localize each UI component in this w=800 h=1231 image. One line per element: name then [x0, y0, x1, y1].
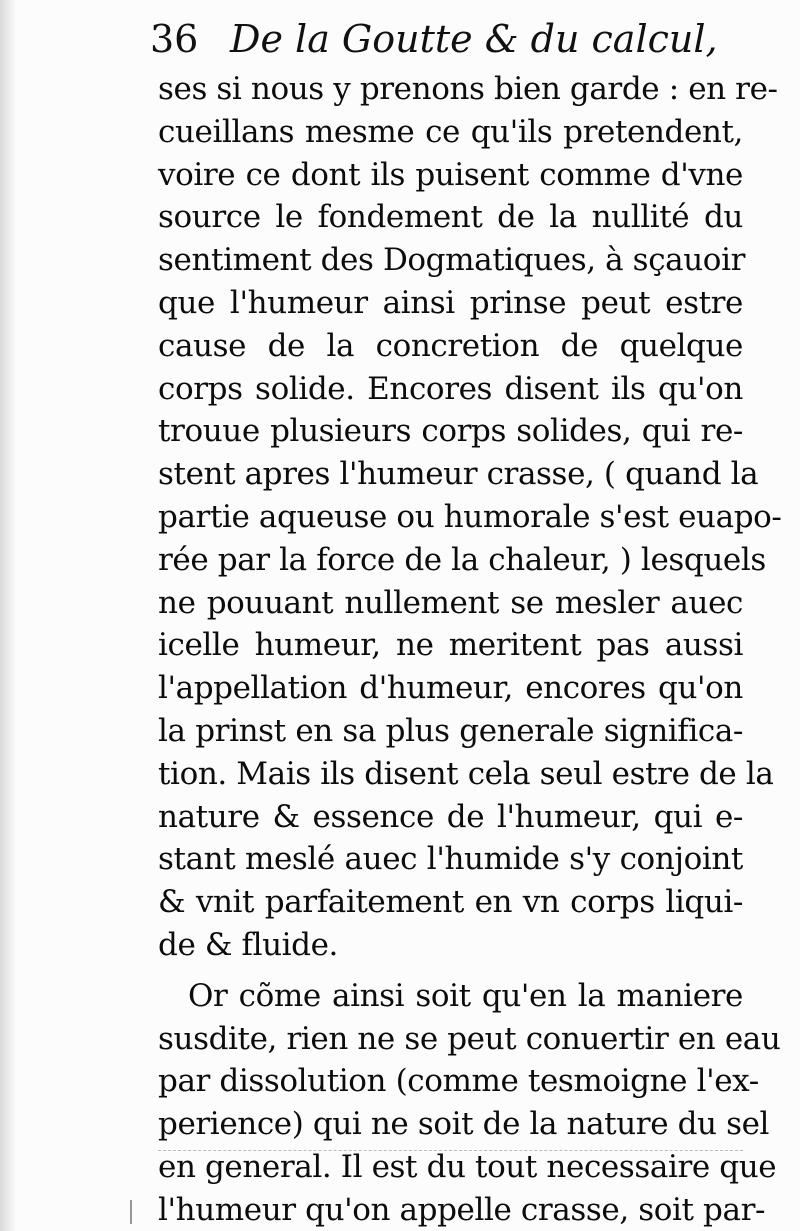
stray-mark	[130, 1200, 132, 1224]
paragraph-gap	[158, 967, 743, 975]
page-gutter-shadow	[0, 0, 16, 1231]
page-header	[150, 14, 770, 64]
text-line: par dissolution (comme tesmoigne l'ex-	[158, 1063, 759, 1100]
text-line: icelle humeur, ne meritent pas aussi	[158, 627, 743, 664]
text-line: cause de la concretion de quelque	[158, 327, 743, 364]
text-line: tion. Mais ils disent cela seul estre de la	[158, 755, 774, 792]
text-line: ses si nous y prenons bien garde : en re-	[158, 71, 778, 107]
paragraph-2	[158, 975, 781, 1231]
text-line: sentiment des Dogmatiques, à sçauoir	[158, 242, 745, 279]
text-line: en general. Il est du tout necessaire que	[158, 1148, 777, 1185]
text-line: & vnit parfaitement en vn corps liqui-	[158, 884, 743, 921]
text-line: corps solide. Encores disent ils qu'on	[158, 370, 743, 407]
text-line: que l'humeur ainsi prinse peut estre	[158, 284, 743, 321]
text-line: ne pouuant nullement se mesler auec	[158, 584, 743, 621]
body-text	[158, 68, 782, 1231]
text-line: susdite, rien ne se peut conuertir en eau	[158, 1020, 781, 1057]
text-line: l'appellation d'humeur, encores qu'on	[158, 670, 743, 707]
text-line: Or cõme ainsi soit qu'en la maniere	[188, 977, 743, 1014]
text-line: stent apres l'humeur crasse, ( quand la	[158, 456, 759, 493]
text-line: partie aqueuse ou humorale s'est euapo-	[158, 498, 782, 535]
text-line: de & fluide.	[158, 926, 339, 963]
running-title: De la Goutte & du calcul,	[230, 17, 718, 61]
text-line: stant meslé auec l'humide s'y conjoint	[158, 841, 743, 878]
text-line: la prinst en sa plus generale significa-	[158, 712, 743, 749]
text-line: perience) qui ne soit de la nature du sel	[158, 1106, 770, 1143]
text-line: source le fondement de la nullité du	[158, 199, 743, 236]
text-line: cueillans mesme ce qu'ils pretendent,	[158, 113, 743, 150]
text-line: nature & essence de l'humeur, qui e-	[158, 798, 743, 835]
bottom-margin-mark	[158, 1150, 743, 1151]
text-line: trouue plusieurs corps solides, qui re-	[158, 413, 743, 450]
page-number: 36	[150, 17, 199, 61]
text-line: rée par la force de la chaleur, ) lesquels	[158, 541, 766, 578]
text-line: voire ce dont ils puisent comme d'vne	[158, 156, 743, 193]
paragraph-1	[158, 68, 782, 967]
text-line: l'humeur qu'on appelle crasse, soit par-	[158, 1191, 766, 1228]
